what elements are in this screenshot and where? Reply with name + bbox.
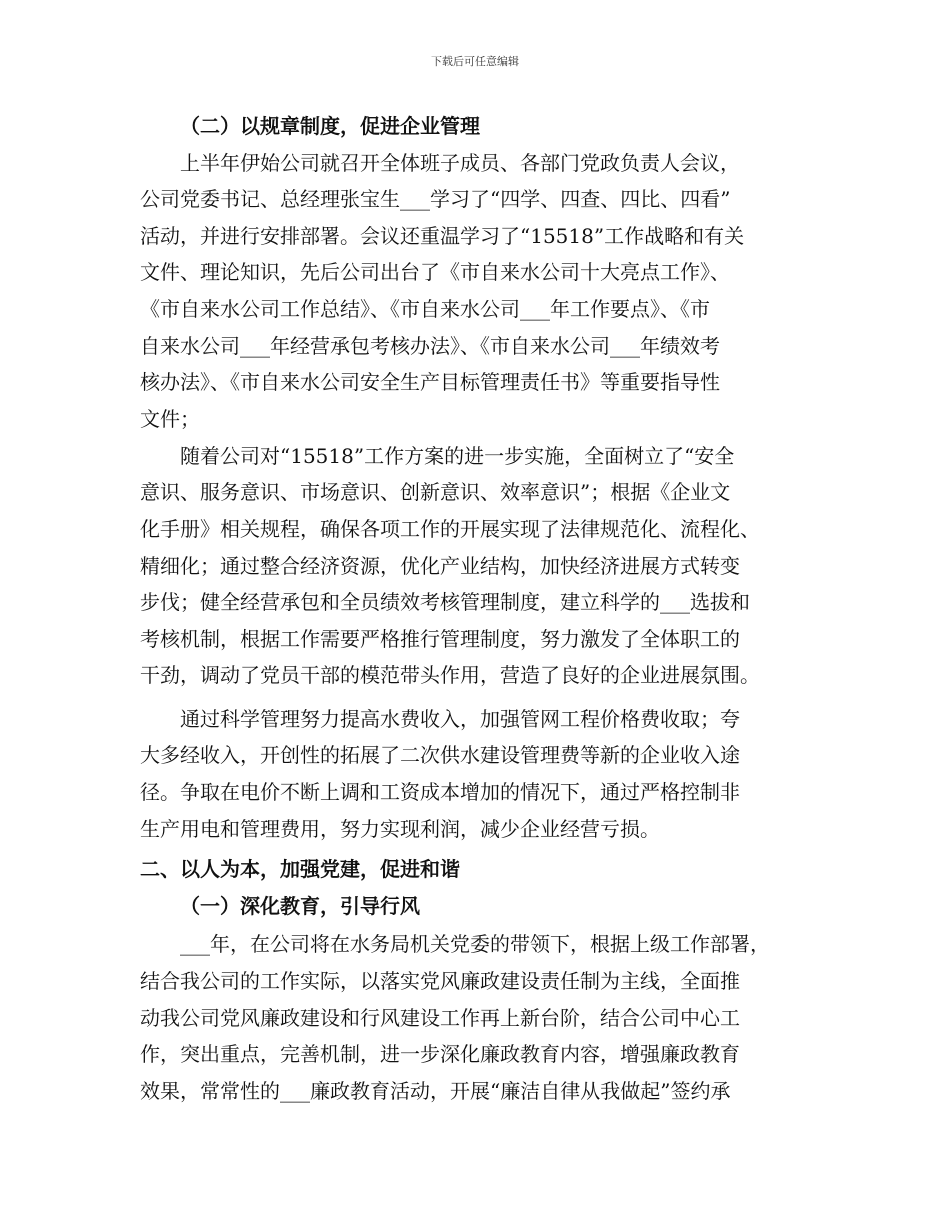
paragraph-line: 随着公司对“15518”工作方案的进一步实施，全面树立了“安全: [180, 444, 735, 468]
paragraph-line: 作，突出重点，完善机制，进一步深化廉政教育内容，增强廉政教育: [140, 1042, 740, 1066]
paragraph-line: 公司党委书记、总经理张宝生___学习了“四学、四查、四比、四看”: [140, 187, 731, 211]
paragraph-line: 核办法》、《市自来水公司安全生产目标管理责任书》等重要指导性: [140, 370, 720, 394]
paragraph-line: 考核机制，根据工作需要严格推行管理制度，努力激发了全体职工的: [140, 627, 740, 651]
paragraph-line: 文件、理论知识，先后公司出台了《市自来水公司十大亮点工作》、: [140, 260, 730, 284]
paragraph-line: 精细化；通过整合经济资源，优化产业结构，加快经济进展方式转变: [140, 554, 740, 578]
page-header: 下载后可任意编辑: [431, 55, 519, 68]
paragraph-line: 通过科学管理努力提高水费收入，加强管网工程价格费收取；夸: [180, 707, 740, 731]
paragraph-line: 效果，常常性的___廉政教育活动，开展“廉洁自律从我做起”签约承: [140, 1079, 731, 1103]
paragraph-line: 活动，并进行安排部署。会议还重温学习了“15518”工作战略和有关: [140, 224, 745, 248]
paragraph-line: 化手册》相关规程，确保各项工作的开展实现了法律规范化、流程化、: [140, 517, 760, 541]
paragraph-line: 结合我公司的工作实际，以落实党风廉政建设责任制为主线，全面推: [140, 969, 740, 993]
paragraph-line: 动我公司党风廉政建设和行风建设工作再上新台阶，结合公司中心工: [140, 1006, 740, 1030]
paragraph-line: 自来水公司___年经营承包考核办法》、《市自来水公司___年绩效考: [140, 334, 720, 358]
paragraph-line: 文件；: [140, 407, 200, 431]
section-heading: （二）以规章制度，促进企业管理: [180, 114, 480, 138]
paragraph-line: 上半年伊始公司就召开全体班子成员、各部门党政负责人会议，: [180, 151, 740, 175]
paragraph-line: 步伐；健全经营承包和全员绩效考核管理制度，建立科学的___选拔和: [140, 590, 750, 614]
subsection-heading: （一）深化教育，引导行风: [180, 894, 420, 918]
paragraph-line: 意识、服务意识、市场意识、创新意识、效率意识”；根据《企业文: [140, 480, 731, 504]
section-heading: 二、以人为本，加强党建，促进和谐: [140, 857, 460, 881]
paragraph-line: ___年，在公司将在水务局机关党委的带领下，根据上级工作部署，: [180, 932, 770, 956]
paragraph-line: 《市自来水公司工作总结》、《市自来水公司___年工作要点》、《市: [140, 297, 710, 321]
paragraph-line: 径。争取在电价不断上调和工资成本增加的情况下，通过严格控制非: [140, 780, 740, 804]
paragraph-line: 生产用电和管理费用，努力实现利润，减少企业经营亏损。: [140, 817, 660, 841]
paragraph-line: 干劲，调动了党员干部的模范带头作用，营造了良好的企业进展氛围。: [140, 663, 760, 687]
paragraph-line: 大多经收入，开创性的拓展了二次供水建设管理费等新的企业收入途: [140, 743, 740, 767]
